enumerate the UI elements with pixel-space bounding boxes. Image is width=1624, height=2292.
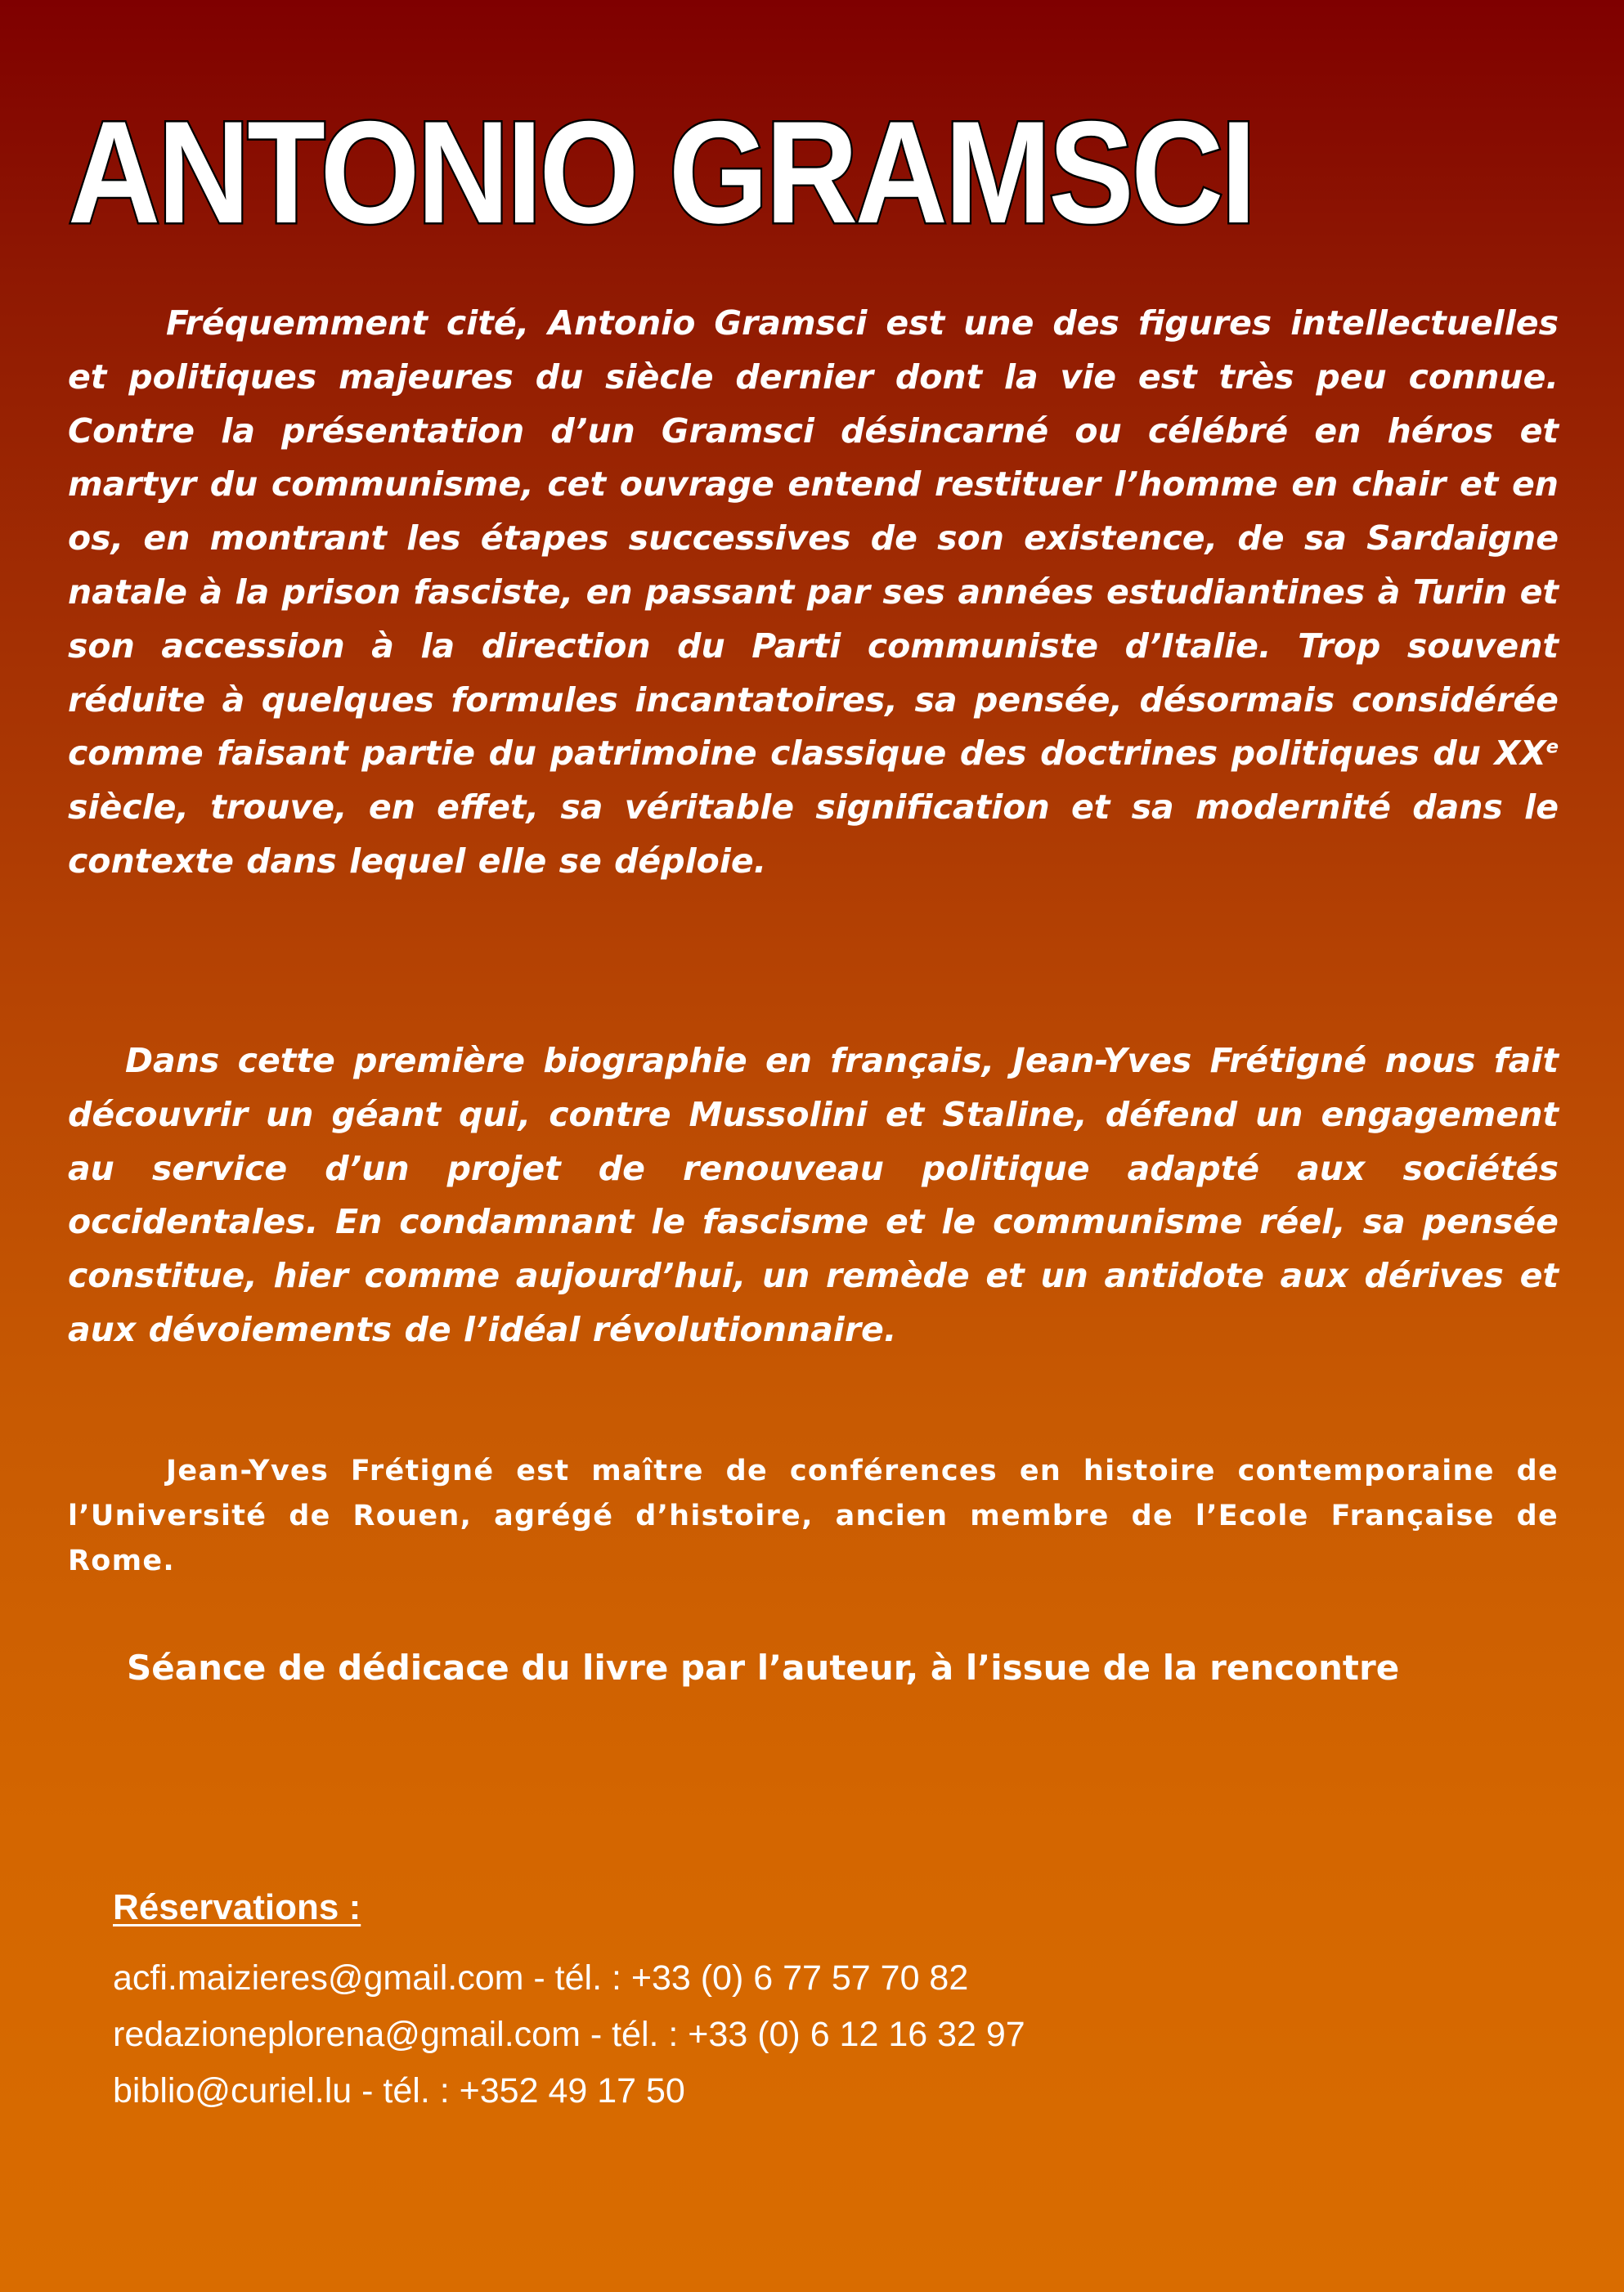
contact-item[interactable]: redazioneplorena@gmail.com - tél. : +33 (0) 6 12 16 32 97: [113, 2015, 1025, 2054]
reservations-heading: Réservations :: [113, 1887, 361, 1927]
book-description-paragraph-2: Dans cette première biographie en français, Jean-Yves Frétigné nous fait découvrir un géant qui, contre Mussolini et Staline, défend un engagement au service d’un projet de renouveau politique adapté aux sociétés occidentales. En condamnant le fascisme et le communisme réel, sa pensée constitue, hier comme aujourd’hui, un remède et un antidote aux dérives et aux dévoiements de l’idéal révolutionnaire.: [68, 1041, 1559, 1349]
paragraph-1-text: Fréquemment cité, Antonio Gramsci est une des figures intellectuelles et politiques majeures du siècle dernier dont la vie est très peu connue. Contre la présentation d’un Gramsci désincarné ou célébré en héros et martyr du communisme, cet ouvrage entend restituer l’homme en chair et en os, en montrant les étapes successives de son existence, de sa Sardaigne natale à la prison fasciste, en passant par ses années estudiantines à Turin et son accession à la direction du Parti communiste d’Italie. Trop souvent réduite à quelques formules incantatoires, sa pensée, désormais considérée comme faisant partie du patrimoine classique des doctrines politiques du XX: [68, 303, 1559, 774]
contact-list: [113, 1950, 1025, 2119]
century-superscript: e: [1545, 736, 1559, 758]
signing-note: Séance de dédicace du livre par l’auteur, à l’issue de la rencontre: [127, 1648, 1400, 1688]
contact-item[interactable]: biblio@curiel.lu - tél. : +352 49 17 50: [113, 2071, 685, 2110]
reservations-section: [113, 1883, 1025, 2119]
author-bio: Jean-Yves Frétigné est maître de conférences en histoire contemporaine de l’Université de Rouen, agrégé d’histoire, ancien membre de l’Ecole Française de Rome.: [68, 1455, 1559, 1577]
book-description-paragraph-1: [68, 297, 1559, 889]
contact-item[interactable]: acfi.maizieres@gmail.com - tél. : +33 (0) 6 77 57 70 82: [113, 1958, 969, 1998]
paragraph-1-text-end: siècle, trouve, en effet, sa véritable signification et sa modernité dans le contexte dans lequel elle se déploie.: [68, 787, 1559, 881]
page-title: ANTONIO GRAMSCI: [68, 91, 1254, 253]
